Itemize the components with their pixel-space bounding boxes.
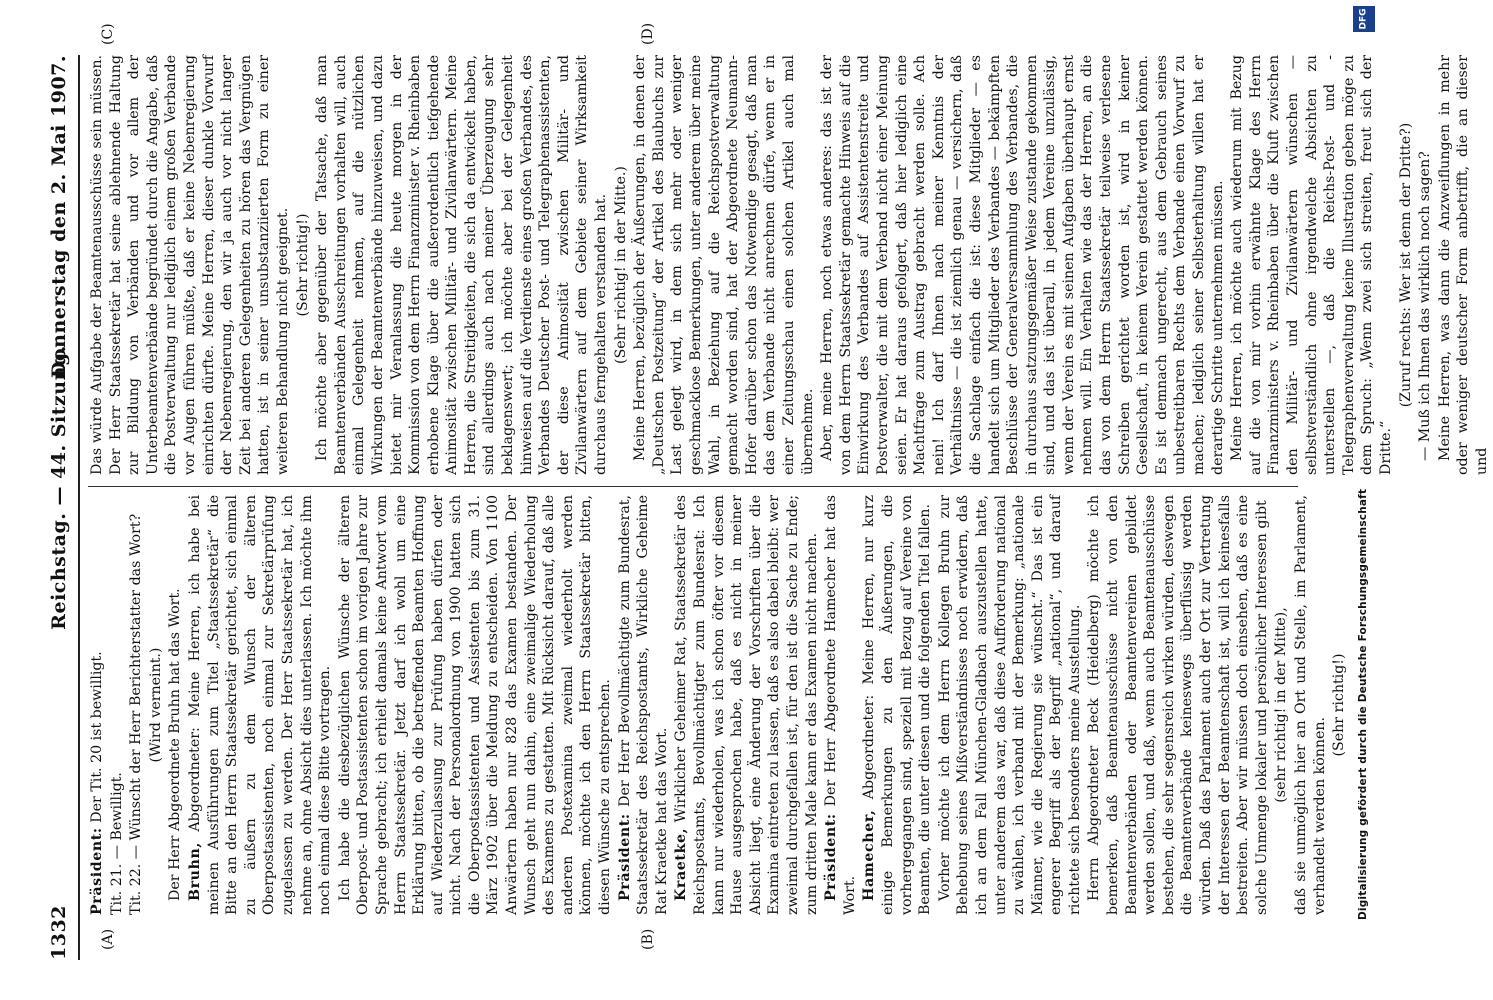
column-divider [88,486,1298,487]
paragraph-text: Ich möchte aber gegenüber der Tatsache, daß man Beamtenverbänden Ausschreitungen vorhalten will, auch einmal Gelegenheit nehmen, auf die nützlichen Wirkungen der Beamtenverbände hinzuweisen, und dazu bietet mir Veranlassung die heute morgen in der Kommission von dem Herrn Finanzminister v. Rheinbaben erhobene Klage über die außerordentlich tiefgehende Animosität zwischen Militär- und Zivilanwärtern. Meine Herren, die Streitigkeiten, die sich da entwickelt haben, sind allerdings auch nach meiner Überzeugung sehr beklagenswert; ich möchte aber bei der Gelegenheit hinweisen auf die Verdienste eines großen Verbandes, des Verbandes Deutscher Post- und Telegraphenassistenten, der diese Animosität zwischen Militär- und Zivilanwärtern auf dem Gebiete seiner Wirksamkeit durchaus ferngehalten verstanden hat. [314,55,610,475]
paragraph-text: Meine Herren, bezüglich der Äußerungen, in denen der „Deutschen Postzeitung“ der Artikel des Blaubuchs zur Last gelegt wird, in dem sich mehr oder weniger geschmacklose Bemerkungen, unter anderem über meine Wahl, in Beziehung auf die Reichspostverwaltung gemacht worden sind, hat der Abgeordnete Neumann-Hofer darüber schon das Notwendige gesagt, daß man das dem Verbande nicht anrechnen dürfe, wenn er in einer Zeitungsschau einen solchen Artikel auch mal übernehme. [632,55,816,475]
paragraph-text: Der Tit. 20 ist bewilligt. [89,651,105,823]
paragraph [127,495,146,915]
paragraph-text: Abgeordneter: Meine Herren, nur kurz einige Bemerkungen zu den Äußerungen, die vorhergegangen sind, speziell mit Bezug auf Vereine von Beamten, die unter diesen und die folgenden Titel fallen. [861,495,934,915]
right-column [88,55,1493,475]
paragraph [166,495,185,915]
speaker-name: Kraetke, [673,827,690,901]
paragraph-text: Abgeordneter: Meine Herren, ich habe bei meinen Ausführungen zum Titel „Staatssekretär“ die Bitte an den Herrn Staatssekretär gerichtet, sich einmal zu äußern zu dem Wunsch der älteren Oberpostassistenten, noch einmal zur Sekretärprüfung zugelassen zu werden. Der Herr Staatssekretär hat, ich nehme an, ohne Absicht dies unterlassen. Ich möchte ihm noch einmal diese Bitte vortragen. [186,495,334,915]
paragraph [294,55,313,475]
margin-mark-d: (D) [640,22,656,45]
paragraph-text: Der Herr Abgeordnete Hamecher hat das Wort. [823,495,858,915]
paragraph [672,495,821,915]
paragraph [88,55,293,475]
digitization-credit [1345,0,1383,1000]
dfg-logo-text: DFG [1358,8,1369,30]
speaker-name: Präsident: [89,827,105,915]
paragraph [1085,495,1271,915]
paragraph-text: Tit. 21. — Bewilligt. [108,772,125,915]
paragraph [147,495,166,915]
margin-mark-b: (B) [640,928,656,950]
paragraph-text: Wirklicher Geheimer Rat, Staatssekretär des Reichspostamts, Bevollmächtigter zum Bundesrat: Ich kann nur wiederholen, was ich schon öfter vor diesem Hause ausgesprochen habe, daß es nicht in meiner Absicht liegt, eine Änderung der Vorschriften über die Examina eintreten zu lassen, daß es also dabei bleibt: wer zweimal durchgefallen ist, für den ist die Sache zu Ende; zum dritten Male kann er das Examen nicht machen. [673,495,820,915]
credit-text: Digitalisierung gefördert durch die Deutsche Forschungsgemeinschaft [1357,488,1369,920]
paragraph [88,495,107,915]
paragraph-text: Aber, meine Herren, noch etwas anderes: das ist der von dem Herrn Staatssekretär gemachte Hinweis auf die Einwirkung des Verbandes auf Assistentenstreite und Postverwalter, die mit dem Verband nicht einer Meinung seien. Er hat daraus gefolgert, daß hier lediglich eine Machtfrage zum Austrag gebracht werden solle. Ach nein! Ich darf Ihnen nach meiner Kenntnis der Verhältnisse — die ist ziemlich genau — versichern, daß die Sachlage einfach die ist: diese Mitglieder — es handelt sich um Mitglieder des Verbandes — bekämpften Beschlüsse der Generalversammlung des Verbandes, die in durchaus satzungsgemäßer Weise zustande gekommen sind, und das ist überall, in jedem Vereine unzulässig, wenn der Verein es mit seinen Aufgaben überhaupt ernst nehmen will. Ein Verhalten wie das der Herren, an die das von dem Herrn Staatssekretär teilweise verlesene Schreiben gerichtet worden ist, wird in keiner Gesellschaft, in keinem Verein gestattet werden können. Es ist demnach ungerecht, aus dem Gebrauch seines unbestreitbaren Rechts dem Verbande einen Vorwurf zu machen; lediglich seiner Selbsterhaltung willen hat er derartige Schritte unternehmen müssen. [819,55,1226,475]
running-head [44,55,80,960]
paragraph-text: (Wird verneint.) [147,647,164,763]
paragraph-text: — Muß ich Ihnen das wirklich noch sagen? [1417,151,1434,461]
paragraph-text: Tit. 22. — Wünscht der Herr Berichterstatter das Wort? [128,513,145,915]
paragraph [1292,495,1329,915]
speaker-name: Hamecher, [861,809,878,901]
paragraph-text: daß sie unmöglich hier an Ort und Stelle, im Parlament, verhandelt werden können. [1293,495,1328,915]
paragraph-text: (sehr richtig! in der Mitte), [1273,607,1290,803]
margin-mark-a: (A) [100,928,116,950]
paragraph [1416,55,1435,475]
paragraph [186,495,335,915]
paragraph [936,495,1085,915]
paragraph-text: Vorher möchte ich dem Herrn Kollegen Bruhn zur Behebung seines Mißverständnisses noch erwidern, daß ich an dem Fall München-Gladbach auszustellen hatte, unter anderem das war, daß diese Aufforderung national zu wählen, ich verband mit der Bemerkung: „nationale Männer, wie die Regierung sie wünscht.“ Das ist ein engerer Begriff als der Begriff „national“, und darauf richtete sich besonders meine Ausstellung. [936,495,1083,915]
paragraph-text: Der Herr Bevollmächtigte zum Bundesrat, Staatssekretär des Reichspostamts, Wirkliche Geheime Rat Kraetke hat das Wort. [616,495,670,915]
paragraph [313,55,611,475]
paragraph-text: Ich habe die diesbezüglichen Wünsche der älteren Oberpost- und Postassistenten schon im vorigen Jahre zur Sprache gebracht; ich erhielt damals keine Antwort vom Herrn Staatssekretär. Jetzt darf ich wohl um eine Erklärung bitten, ob die betreffenden Beamten Hoffnung auf Wiederzulassung zur Prüfung haben dürfen oder nicht. Nach der Personalordnung von 1900 hatten sich die Oberpostassistenten und Assistenten bis zum 31. März 1902 über die Meldung zu entscheiden. Von 1100 Anwärtern haben nur 828 das Examen bestanden. Der Wunsch geht nun dahin, eine zweimalige Wiederholung des Examens zu gestatten. Mit Rücksicht darauf, daß alle anderen Postexamina zweimal wiederholt werden können, möchte ich den Herrn Staatssekretär bitten, diesen Wünsche zu entsprechen. [336,495,614,915]
speaker-name: Präsident: [823,813,840,901]
paragraph [818,55,1227,475]
speaker-name: Bruhn, [186,842,203,901]
paragraph [631,55,817,475]
paragraph [1397,55,1416,475]
paragraph [336,495,615,915]
paragraph-text: (Sehr richtig!) [294,213,311,317]
speaker-name: Präsident: [616,813,633,901]
paragraph-text: Der Herr Abgeordnete Bruhn hat das Wort. [167,588,184,901]
paragraph [612,55,631,475]
paragraph [1436,55,1492,475]
paragraph [822,495,859,915]
left-column [88,495,1350,915]
paragraph [1272,495,1291,915]
paragraph-text: (Zuruf rechts: Wer ist denn der Dritte?) [1397,122,1414,408]
paragraph-text: Herrn Abgeordneter Beck (Heidelberg) möchte ich bemerken, daß Beamtenausschüsse nicht von den Beamtenverbänden oder Beamtenvereinen gebildet werden sollen, und daß, wenn auch Beamtenausschüsse bestehen, die sehr segensreich wirken würden, deswegen die Beamtenverbände keineswegs überflüssig werden würden. Daß das Parlament auch der Ort zur Vertretung der Interessen der Beamtenschaft ist, will ich keinesfalls bestreiten. Aber wir müssen doch einsehen, daß es eine solche Unmenge lokaler und persönlicher Interessen gibt [1086,495,1270,915]
paragraph-text: Meine Herren, ich möchte auch wiederum mit Bezug auf die von mir vorhin erwähnte Klage des Herrn Finanzministers v. Rheinbaben über die Kluft zwischen den Militär- und Zivilanwärtern wünschen — selbstverständlich ohne irgendwelche Absichten zu unterstellen —, daß die Reichs-Post- und -Telegraphenverwaltung keine Illustration geben möge zu dem Spruch: „Wenn zwei sich streiten, freut sich der Dritte.“ [1229,55,1394,475]
paragraph-text: Meine Herren, was dann die Anzweiflungen in mehr oder weniger deutscher Form anbetrifft, die an dieser und [1436,55,1490,475]
paragraph-text: Das würde Aufgabe der Beamtenausschüsse sein müssen. Der Herr Staatssekretär hat seine ablehnende Haltung zur Bildung von Verbänden und vor allem der Unterbeamtenverbände begründet durch die Angabe, daß die Postverwaltung nur lediglich einem großen Verbande vor Augen führen müßte, daß er keine Nebenregierung einrichten dürfte. Meine Herren, dieser dunkle Vorwurf der Nebenregierung, den wir ja auch vor nicht langer Zeit bei anderen Gelegenheiten zu hören das Vergnügen hatten, ist in seiner unsubstanziierten Form zu einer weiteren Behandlung nicht geeignet. [89,55,291,475]
margin-mark-c: (C) [100,23,116,45]
paragraph [860,495,934,915]
paragraph-text: (Sehr richtig! in der Mitte.) [612,166,629,364]
paragraph-text: (Sehr richtig!) [1331,653,1348,757]
paragraph [616,495,672,915]
session-title: Reichstag. — 44. Sitzung. [48,345,70,630]
session-date: Donnerstag den 2. Mai 1907. [48,55,70,378]
page-number: 1332 [48,905,70,960]
paragraph [108,495,127,915]
